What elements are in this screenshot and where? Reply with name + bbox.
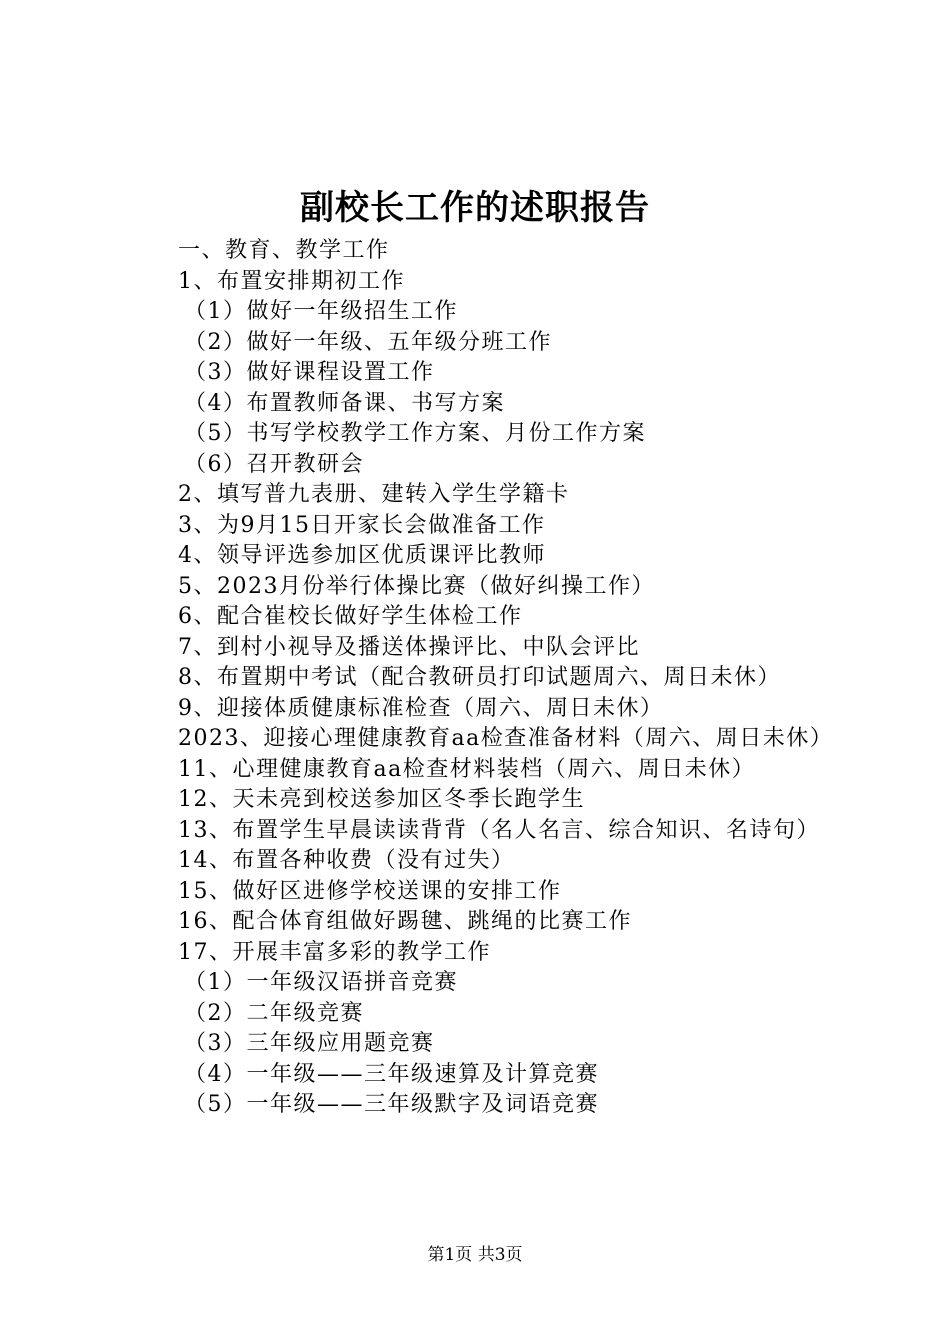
list-item: （3）三年级应用题竞赛	[184, 1031, 435, 1056]
list-item: 6、配合崔校长做好学生体检工作	[178, 604, 523, 629]
page-footer: 第1页 共3页	[427, 1245, 523, 1265]
paragraph: 2023、迎接心理健康教育aa检查准备材料（周六、周日未休）	[178, 726, 834, 751]
list-item: 17、开展丰富多彩的教学工作	[178, 939, 491, 965]
list-item: （1）一年级汉语拼音竞赛	[184, 970, 458, 995]
list-item: （1）做好一年级招生工作	[184, 299, 458, 324]
list-item: 12、天未亮到校送参加区冬季长跑学生	[178, 787, 585, 812]
list-item: 3、为9月15日开家长会做准备工作	[178, 512, 546, 538]
list-item: 16、配合体育组做好踢毽、跳绳的比赛工作	[178, 909, 632, 934]
list-item: 2、填写普九表册、建转入学生学籍卡	[178, 482, 570, 507]
list-item: （4）布置教师备课、书写方案	[184, 390, 505, 416]
list-item: 11、心理健康教育aa检查材料装档（周六、周日未休）	[178, 756, 756, 782]
list-item: 5、2023月份举行体操比赛（做好纠操工作）	[178, 573, 655, 599]
list-item: 14、布置各种收费（没有过失）	[178, 848, 515, 873]
list-item: （2）做好一年级、五年级分班工作	[184, 329, 552, 355]
list-item: 8、布置期中考试（配合教研员打印试题周六、周日未休）	[178, 665, 781, 690]
list-item: 7、到村小视导及播送体操评比、中队会评比	[178, 634, 640, 660]
list-item: 1、布置安排期初工作	[178, 268, 405, 294]
document-title: 副校长工作的述职报告	[300, 188, 650, 228]
list-item: 一、教育、教学工作	[178, 238, 390, 263]
document-body	[128, 236, 834, 1121]
list-item: 9、迎接体质健康标准检查（周六、周日未休）	[178, 695, 664, 721]
list-item: （2）二年级竞赛	[184, 1000, 364, 1026]
list-item: （5）一年级——三年级默字及词语竞赛	[184, 1092, 599, 1117]
list-item: 15、做好区进修学校送课的安排工作	[178, 878, 562, 904]
list-item: （3）做好课程设置工作	[184, 360, 435, 385]
list-item: 4、领导评选参加区优质课评比教师	[178, 543, 546, 568]
list-item: （5）书写学校教学工作方案、月份工作方案	[184, 421, 646, 446]
paragraph: 13、布置学生早晨读读背背（名人名言、综合知识、名诗句）	[178, 817, 820, 843]
list-item: （6）召开教研会	[184, 451, 364, 477]
list-item: （4）一年级——三年级速算及计算竞赛	[184, 1061, 599, 1087]
